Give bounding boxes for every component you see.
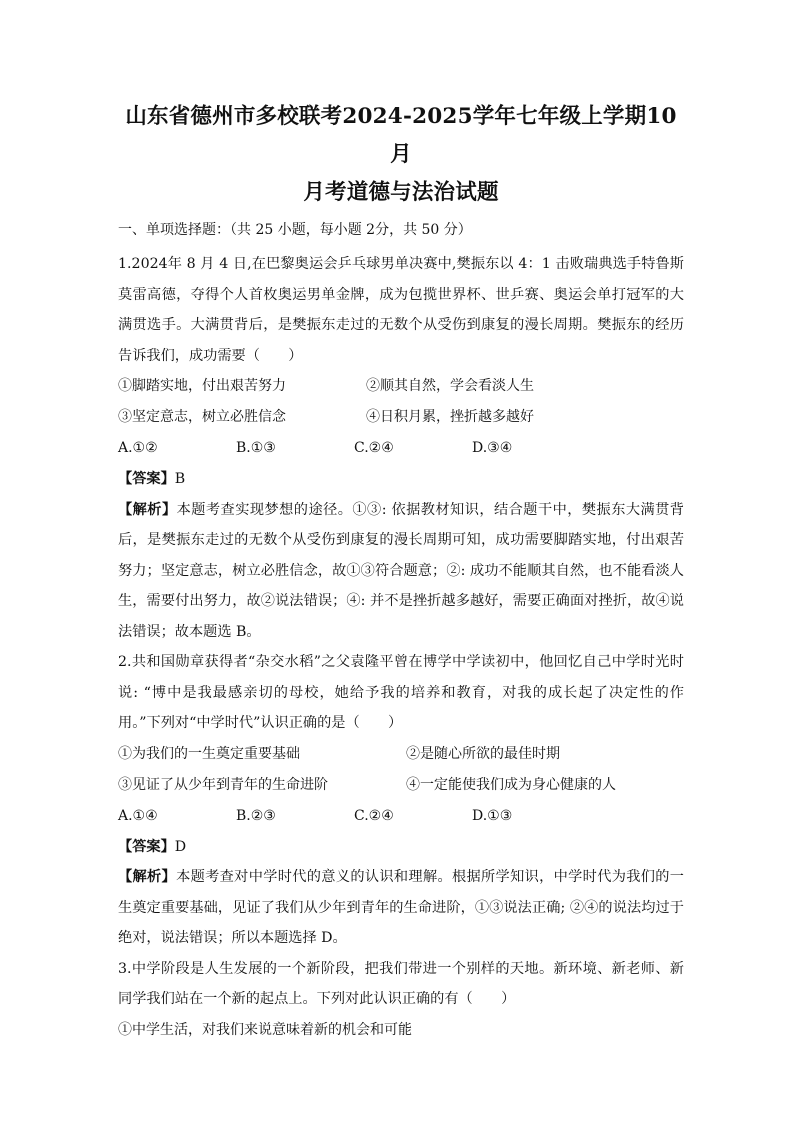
question-2-answer: [118, 832, 684, 863]
title-line-2: 月考道德与法治试题: [303, 180, 499, 205]
answer-label: 【答案】: [118, 471, 175, 487]
question-1-choices: [118, 433, 684, 464]
analysis-label: 【解析】: [118, 501, 177, 518]
question-1: [118, 249, 684, 647]
document-page: [118, 98, 684, 1046]
question-2-option-2: ②是随心所欲的最佳时期: [406, 745, 560, 762]
question-1-option-1: ①脚踏实地，付出艰苦努力: [118, 378, 286, 394]
question-3: [118, 954, 684, 1046]
question-1-analysis: [118, 495, 684, 648]
question-1-option-3: ③坚定意志，树立必胜信念: [118, 409, 286, 425]
question-2: [118, 647, 684, 954]
answer-label: 【答案】: [118, 838, 175, 855]
question-2-choice-b: B.②③: [236, 807, 276, 824]
question-3-options-row-1: [118, 1015, 684, 1046]
question-1-choice-b: B.①③: [236, 440, 276, 456]
question-2-options-row-2: [118, 770, 684, 801]
analysis-label: 【解析】: [118, 869, 177, 885]
question-1-options-row-1: [118, 371, 684, 402]
question-2-option-1: ①为我们的一生奠定重要基础: [118, 745, 300, 762]
question-3-option-1: ①中学生活，对我们来说意味着新的机会和可能: [118, 1021, 412, 1038]
question-2-analysis: [118, 862, 684, 954]
question-1-option-2: ②顺其自然，学会看淡人生: [366, 378, 534, 394]
answer-value: B: [174, 471, 186, 487]
question-2-choices: [118, 801, 684, 832]
question-1-option-4: ④日积月累，挫折越多越好: [366, 409, 534, 425]
question-2-options-row-1: [118, 739, 684, 770]
section-heading: 一、单项选择题：（共 25 小题，每小题 2分，共 50 分）: [118, 222, 472, 238]
question-3-stem: 3.中学阶段是人生发展的一个新阶段，把我们带进一个别样的天地。新环境、新老师、新同学我们站在一个新的起点上。下列对此认识正确的有（ ）: [118, 960, 684, 1007]
question-2-choice-c: C.②④: [354, 807, 394, 824]
analysis-text: 本题考查实现梦想的途径。①③: 依据教材知识，结合题干中，樊振东大满贯背后，是樊振东走过的无数个从受伤到康复的漫长周期可知，成功需要脚踏实地，付出艰苦努力；坚定意志，树立必胜信念，故①③符合题意；②: 成功不能顺其自然，也不能看淡人生，需要付出努力，故②说法错误；④: 并不是挫折越多越好，需要正确面对挫折，故④说法错误；故本题选 B。: [118, 501, 684, 640]
document-title: [118, 98, 684, 212]
analysis-text: 本题考查对中学时代的意义的认识和理解。根据所学知识，中学时代为我们的一生奠定重要基础，见证了我们从少年到青年的生命进阶，①③说法正确; ②④的说法均过于绝对，说法错误；所以本题选择 D。: [118, 869, 684, 946]
question-1-options-row-2: [118, 402, 684, 433]
question-2-choice-d: D.①③: [472, 807, 513, 824]
question-1-choice-a: A.①②: [118, 440, 158, 456]
question-1-choice-d: D.③④: [472, 440, 513, 456]
question-2-choice-a: A.①④: [118, 807, 158, 824]
question-2-option-3: ③见证了从少年到青年的生命进阶: [118, 776, 328, 793]
question-2-stem: 2.共和国勋章获得者“杂交水稻”之父袁隆平曾在博学中学读初中，他回忆自己中学时光时说: “博中是我最感亲切的母校，她给予我的培养和教育，对我的成长起了决定性的作用。”下列对“中学时代”认识正确的是（ ）: [118, 654, 684, 731]
question-2-option-4: ④一定能使我们成为身心健康的人: [406, 776, 616, 793]
question-1-answer: [118, 464, 684, 495]
question-1-stem: 1.2024年 8 月 4 日,在巴黎奥运会乒乓球男单决赛中,樊振东以 4：1 击败瑞典选手特鲁斯 莫雷高德，夺得个人首枚奥运男单金牌，成为包揽世界杯、世乒赛、奥运会单打冠军的大满贯选手。大满贯背后，是樊振东走过的无数个从受伤到康复的漫长周期。樊振东的经历告诉我们，成功需要（ ）: [118, 256, 684, 364]
answer-value: D: [174, 838, 187, 855]
question-1-choice-c: C.②④: [354, 440, 394, 456]
title-line-1: 山东省德州市多校联考2024-2025学年七年级上学期10月: [125, 104, 677, 167]
